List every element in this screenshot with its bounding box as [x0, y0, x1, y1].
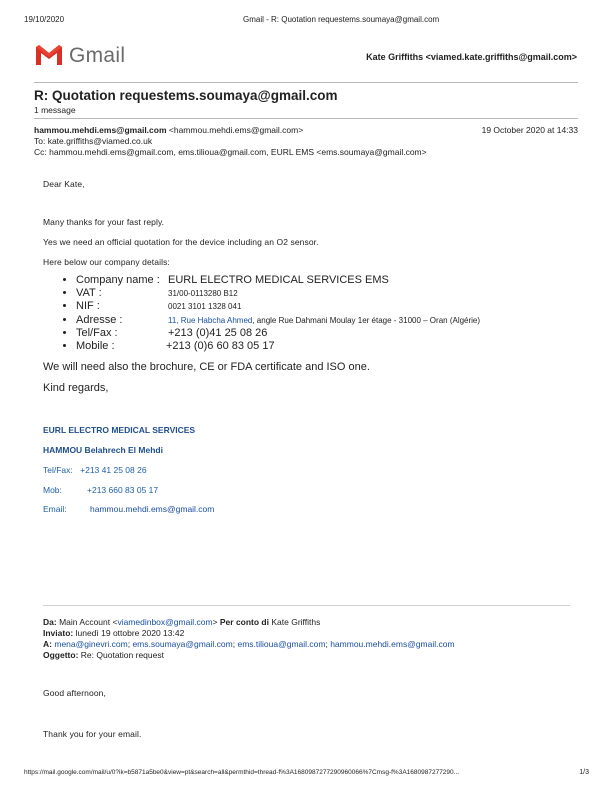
quoted-to-label: A:: [43, 639, 52, 649]
quoted-to-email[interactable]: hammou.mehdi.ems@gmail.com: [330, 639, 455, 649]
message-date: 19 October 2020 at 14:33: [481, 125, 578, 135]
quoted-sent-label: Inviato:: [43, 628, 74, 638]
divider: [43, 605, 570, 606]
message-count: 1 message: [34, 105, 76, 115]
paragraph: Many thanks for your fast reply.: [43, 217, 165, 227]
signature-name: HAMMOU Belahrech El Mehdi: [43, 445, 163, 455]
greeting: Dear Kate,: [43, 179, 85, 189]
print-date: 19/10/2020: [24, 15, 65, 24]
sender: [34, 125, 303, 135]
quoted-subject: [43, 650, 164, 660]
quoted-sent-value: lunedì 19 ottobre 2020 13:42: [75, 628, 185, 638]
quoted-subject-label: Oggetto:: [43, 650, 79, 660]
separator: ;: [232, 639, 238, 649]
address-link[interactable]: 11, Rue Habcha Ahmed: [168, 315, 253, 325]
gmail-logo-text: Gmail: [69, 44, 126, 67]
quoted-line: Good afternoon,: [43, 688, 106, 698]
signature-tel: [43, 465, 147, 475]
company-details-list: [58, 274, 480, 352]
to-line: To: kate.griffiths@viamed.co.uk: [34, 136, 153, 146]
paragraph: We will need also the brochure, CE or FDA certificate and ISO one.: [43, 361, 370, 373]
quoted-from-close: >: [212, 617, 218, 627]
mobile-label: Mobile :: [76, 339, 115, 352]
signature-tel-label: Tel/Fax:: [43, 465, 73, 475]
signature-email-label: Email:: [43, 504, 67, 514]
quoted-to-email[interactable]: mena@ginevri.com: [54, 639, 128, 649]
company-name-label: Company name :: [76, 274, 160, 286]
print-title: Gmail - R: Quotation requestems.soumaya@gmail.com: [243, 15, 440, 24]
quoted-to: [43, 639, 455, 649]
quoted-to-email[interactable]: ems.soumaya@gmail.com: [132, 639, 233, 649]
signature-mob-label: Mob:: [43, 485, 62, 495]
company-name-value: EURL ELECTRO MEDICAL SERVICES EMS: [168, 274, 389, 286]
quoted-from-name: Main Account <: [59, 617, 118, 627]
nif-value: 0021 3101 1328 041: [168, 302, 242, 311]
print-url: https://mail.google.com/mail/u/0?ik=b5871a5be0&view=pt&search=all&permthid=thread-f%3A1680987277290960066%7Cmsg-f%3A1680987277290...: [24, 769, 460, 776]
sender-name: hammou.mehdi.ems@gmail.com: [34, 125, 167, 135]
list-item: [76, 274, 480, 287]
gmail-logo-icon: [34, 44, 64, 66]
list-item: [76, 340, 480, 353]
thread-subject: R: Quotation requestems.soumaya@gmail.com: [34, 88, 338, 103]
sender-email: <hammou.mehdi.ems@gmail.com>: [168, 125, 304, 135]
signature-company: EURL ELECTRO MEDICAL SERVICES: [43, 425, 196, 435]
list-item: [76, 314, 480, 328]
on-behalf-label: Per conto di: [219, 617, 269, 627]
paragraph: Here below our company details:: [43, 257, 170, 267]
quoted-to-email[interactable]: ems.tilioua@gmail.com: [237, 639, 326, 649]
list-item: [76, 287, 480, 301]
separator: ;: [325, 639, 331, 649]
paragraph: Yes we need an official quotation for the device including an O2 sensor.: [43, 237, 319, 247]
signature-mob-value: +213 660 83 05 17: [87, 485, 159, 495]
address-rest: , angle Rue Dahmani Moulay 1er étage - 31000 – Oran (Algérie): [252, 315, 481, 325]
signature-email: [43, 504, 214, 514]
separator: ;: [127, 639, 133, 649]
vat-value: 31/00-0113280 B12: [168, 288, 238, 298]
divider: [34, 82, 578, 83]
list-item: [76, 300, 480, 314]
nif-label: NIF :: [76, 300, 100, 312]
page-number: 1/3: [579, 769, 589, 776]
signature-email-link[interactable]: hammou.mehdi.ems@gmail.com: [90, 504, 215, 514]
on-behalf-name: Kate Griffiths: [271, 617, 321, 627]
account-label: Kate Griffiths <viamed.kate.griffiths@gmail.com>: [366, 52, 577, 62]
address-label: Adresse :: [76, 313, 123, 326]
divider: [34, 118, 578, 119]
quoted-sent: [43, 628, 184, 638]
mobile-value: +213 (0)6 60 83 05 17: [166, 339, 275, 352]
tel-label: Tel/Fax :: [76, 327, 118, 339]
quoted-from-email[interactable]: viamedinbox@gmail.com: [117, 617, 213, 627]
signature-tel-value: +213 41 25 08 26: [80, 465, 147, 475]
quoted-line: Thank you for your email.: [43, 729, 142, 739]
list-item: [76, 327, 480, 340]
quoted-from: [43, 617, 320, 627]
tel-value: +213 (0)41 25 08 26: [168, 327, 268, 339]
regards: Kind regards,: [43, 382, 109, 394]
cc-line: Cc: hammou.mehdi.ems@gmail.com, ems.tilioua@gmail.com, EURL EMS <ems.soumaya@gmail.com>: [34, 147, 427, 157]
signature-mob: [43, 485, 158, 495]
quoted-from-label: Da:: [43, 617, 57, 627]
quoted-subject-value: Re: Quotation request: [80, 650, 164, 660]
vat-label: VAT :: [76, 286, 102, 299]
